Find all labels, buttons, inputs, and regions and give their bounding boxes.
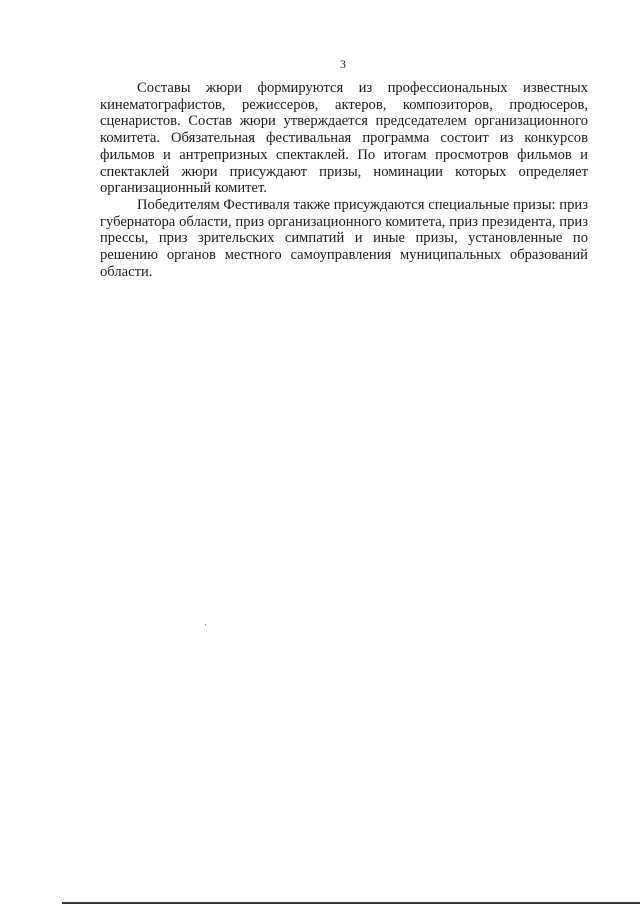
paragraph-jury: Составы жюри формируются из профессиональных известных кинематографистов, режиссеров, актеров, композиторов, продюсеров, сценаристов. Состав жюри утверждается председателем организационного комитета. Обязательная фестивальная программа состоит из конкурсов фильмов и антрепризных спектаклей. По итогам просмотров фильмов и спектаклей жюри присуждают призы, номинации которых определяет организационный комитет. — [100, 80, 588, 197]
document-body — [100, 80, 588, 280]
scan-speck — [205, 624, 206, 625]
paragraph-prizes: Победителям Фестиваля также присуждаются специальные призы: приз губернатора области, приз организационного комитета, приз президента, приз прессы, приз зрительских симпатий и иные призы, установленные по решению органов местного самоуправления муниципальных образований области. — [100, 196, 588, 280]
scan-bottom-edge — [62, 902, 640, 904]
page-number: 3 — [340, 57, 346, 71]
